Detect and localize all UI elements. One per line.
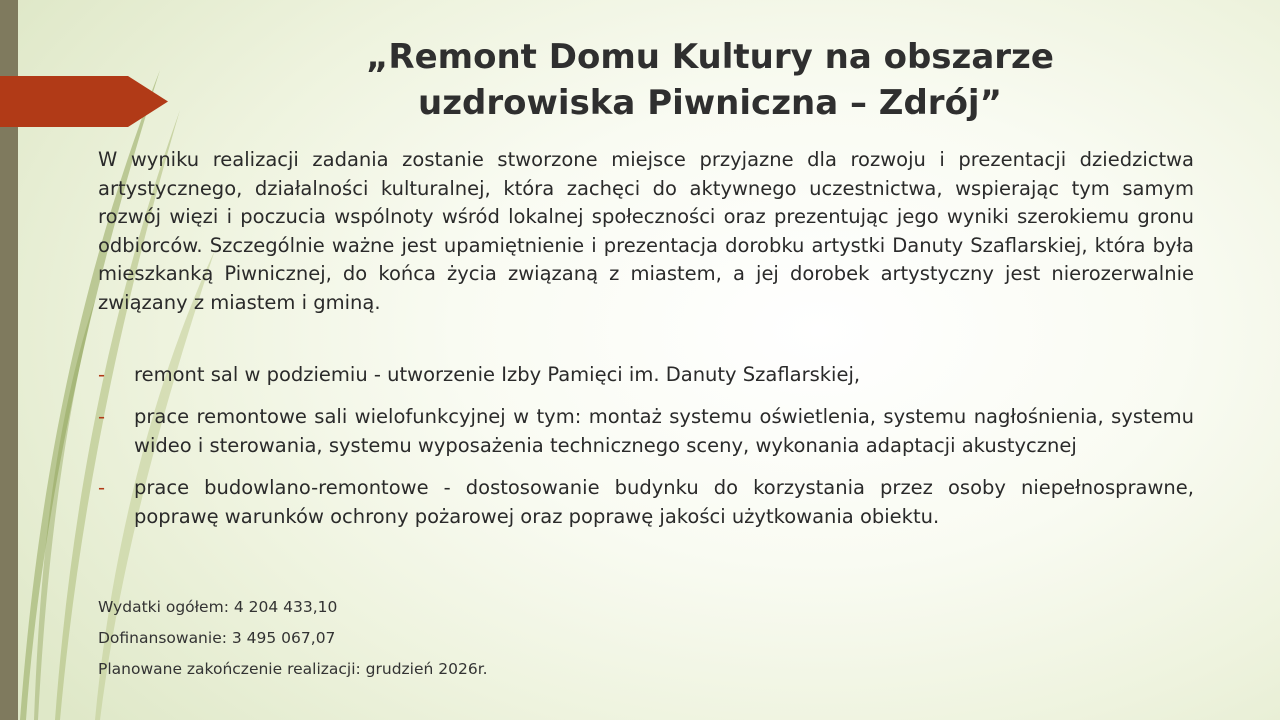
planned-completion: Planowane zakończenie realizacji: grudzień 2026r. <box>98 660 488 678</box>
total-expenses: Wydatki ogółem: 4 204 433,10 <box>98 598 338 616</box>
list-item <box>98 402 1194 460</box>
bullet-dash: - <box>98 476 106 499</box>
work-items-list <box>98 360 1194 544</box>
list-item-text: remont sal w podziemiu - utworzenie Izby Pamięci im. Danuty Szaflarskiej, <box>134 363 861 386</box>
title-line-2: uzdrowiska Piwniczna – Zdrój” <box>418 83 1002 123</box>
bullet-dash: - <box>98 405 106 428</box>
bullet-dash: - <box>98 363 106 386</box>
slide-title <box>290 34 1130 126</box>
list-item <box>98 360 1194 389</box>
list-item-text: prace remontowe sali wielofunkcyjnej w tym: montaż systemu oświetlenia, systemu nagłośnienia, systemu wideo i sterowania, systemu wyposażenia technicznego sceny, wykonania adaptacji akustycznej <box>134 405 1194 457</box>
list-item-text: prace budowlano-remontowe - dostosowanie budynku do korzystania przez osoby niepełnosprawne, poprawę warunków ochrony pożarowej oraz poprawę jakości użytkowania obiektu. <box>134 476 1194 528</box>
title-line-1: „Remont Domu Kultury na obszarze <box>366 37 1054 77</box>
list-item <box>98 473 1194 531</box>
intro-paragraph: W wyniku realizacji zadania zostanie stworzone miejsce przyjazne dla rozwoju i prezentacji dziedzictwa artystycznego, działalności kulturalnej, która zachęci do aktywnego uczestnictwa, wspierając tym samym rozwój więzi i poczucia wspólnoty wśród lokalnej społeczności oraz prezentując jego wyniki szerokiemu gronu odbiorców. Szczególnie ważne jest upamiętnienie i prezentacja dorobku artystki Danuty Szaflarskiej, która była mieszkanką Piwnicznej, do końca życia związaną z miastem, a jej dorobek artystyczny jest nierozerwalnie związany z miastem i gminą. <box>98 148 1194 314</box>
cofinancing-amount: Dofinansowanie: 3 495 067,07 <box>98 629 336 647</box>
